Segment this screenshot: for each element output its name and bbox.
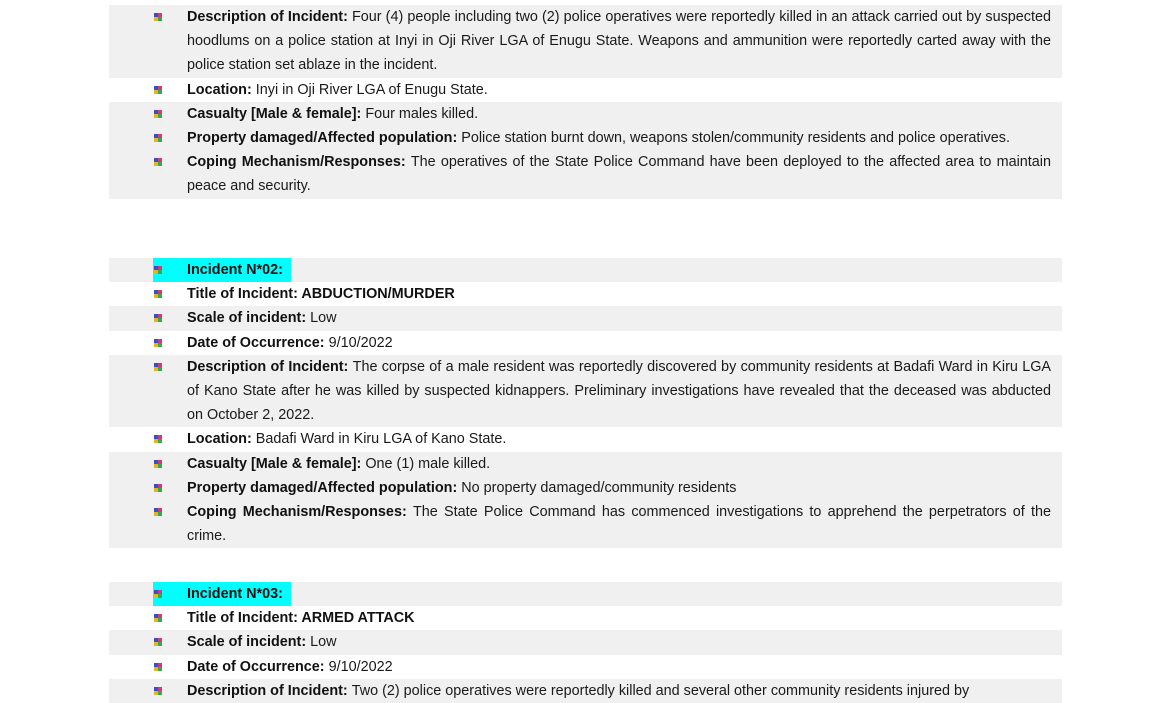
location-label: Location: <box>187 431 256 448</box>
date-label: Date of Occurrence: <box>187 334 329 351</box>
bullet-icon <box>154 339 162 347</box>
bullet-icon <box>154 435 162 443</box>
scale-row <box>109 630 1062 654</box>
location-row <box>109 427 1062 451</box>
coping-row <box>109 150 1062 198</box>
bullet-icon <box>154 638 162 646</box>
bullet-icon <box>154 290 162 298</box>
bullet-icon <box>154 86 162 94</box>
property-label: Property damaged/Affected population: <box>187 130 462 147</box>
incident-heading: Incident N*02: <box>187 262 283 278</box>
coping-label: Coping Mechanism/Responses: <box>187 504 413 521</box>
date-text: 9/10/2022 <box>328 334 393 351</box>
title-text: ARMED ATTACK <box>301 610 415 627</box>
incident-1-section <box>109 5 1062 199</box>
location-row <box>109 78 1062 102</box>
description-text: Four (4) people including two (2) police operatives were reportedly killed in an attack carried out by suspected hoodlums on a police station at Inyi in Oji River LGA of Enugu State. Weapons and ammunition were reportedly carted away with the police station set ablaze in the incident. <box>187 9 1051 74</box>
bullet-icon <box>154 460 162 468</box>
title-label: Title of Incident: <box>187 610 302 627</box>
description-label: Description of Incident: <box>187 682 352 699</box>
description-row <box>109 679 1062 703</box>
location-label: Location: <box>187 81 256 98</box>
coping-row <box>109 500 1062 548</box>
bullet-icon <box>154 13 162 21</box>
bullet-icon <box>154 266 162 274</box>
title-row <box>109 606 1062 630</box>
title-row <box>109 282 1062 306</box>
date-row <box>109 331 1062 355</box>
casualty-label: Casualty [Male & female]: <box>187 455 366 472</box>
bullet-icon <box>154 110 162 118</box>
coping-text: The operatives of the State Police Command have been deployed to the affected area to maintain peace and security. <box>187 154 1051 195</box>
bullet-icon <box>154 508 162 516</box>
description-row <box>109 355 1062 428</box>
description-text: Two (2) police operatives were reportedly killed and several other community residents injured by <box>351 682 970 699</box>
bullet-icon <box>154 134 162 142</box>
coping-label: Coping Mechanism/Responses: <box>187 154 411 171</box>
scale-text: Low <box>310 310 337 327</box>
date-label: Date of Occurrence: <box>187 658 329 675</box>
date-row <box>109 655 1062 679</box>
bullet-icon <box>154 484 162 492</box>
bullet-icon <box>154 158 162 166</box>
description-label: Description of Incident: <box>187 358 353 375</box>
property-row <box>109 126 1062 150</box>
bullet-icon <box>154 614 162 622</box>
casualty-row <box>109 452 1062 476</box>
casualty-text: Four males killed. <box>365 105 479 122</box>
coping-text: The State Police Command has commenced investigations to apprehend the perpetrators of the crime. <box>187 504 1052 545</box>
location-text: Badafi Ward in Kiru LGA of Kano State. <box>255 431 507 448</box>
incident-heading-row <box>109 258 1062 282</box>
bullet-icon <box>154 663 162 671</box>
bullet-icon <box>154 314 162 322</box>
incident-heading: Incident N*03: <box>187 586 283 602</box>
property-text: No property damaged/community residents <box>461 479 737 496</box>
bullet-icon <box>154 590 162 598</box>
casualty-text: One (1) male killed. <box>365 455 491 472</box>
description-row <box>109 5 1062 78</box>
location-text: Inyi in Oji River LGA of Enugu State. <box>255 81 488 98</box>
date-text: 9/10/2022 <box>328 658 393 675</box>
property-row <box>109 476 1062 500</box>
description-text: The corpse of a male resident was reportedly discovered by community residents at Badafi Ward in Kiru LGA of Kano State after he was killed by suspected kidnappers. Preliminary investigations have revealed that the deceased was abducted on October 2, 2022. <box>187 358 1051 424</box>
title-text: ABDUCTION/MURDER <box>301 286 455 303</box>
scale-label: Scale of incident: <box>187 310 311 327</box>
bullet-icon <box>154 363 162 371</box>
scale-text: Low <box>310 634 337 651</box>
title-label: Title of Incident: <box>187 286 302 303</box>
incident-heading-row <box>109 582 1062 606</box>
scale-row <box>109 306 1062 330</box>
casualty-row <box>109 102 1062 126</box>
scale-label: Scale of incident: <box>187 634 311 651</box>
incident-3-section <box>109 582 1062 703</box>
property-text: Police station burnt down, weapons stolen/community residents and police operatives. <box>461 130 1010 147</box>
incident-2-section <box>109 258 1062 548</box>
casualty-label: Casualty [Male & female]: <box>187 105 366 122</box>
description-label: Description of Incident: <box>187 9 352 25</box>
property-label: Property damaged/Affected population: <box>187 479 462 496</box>
